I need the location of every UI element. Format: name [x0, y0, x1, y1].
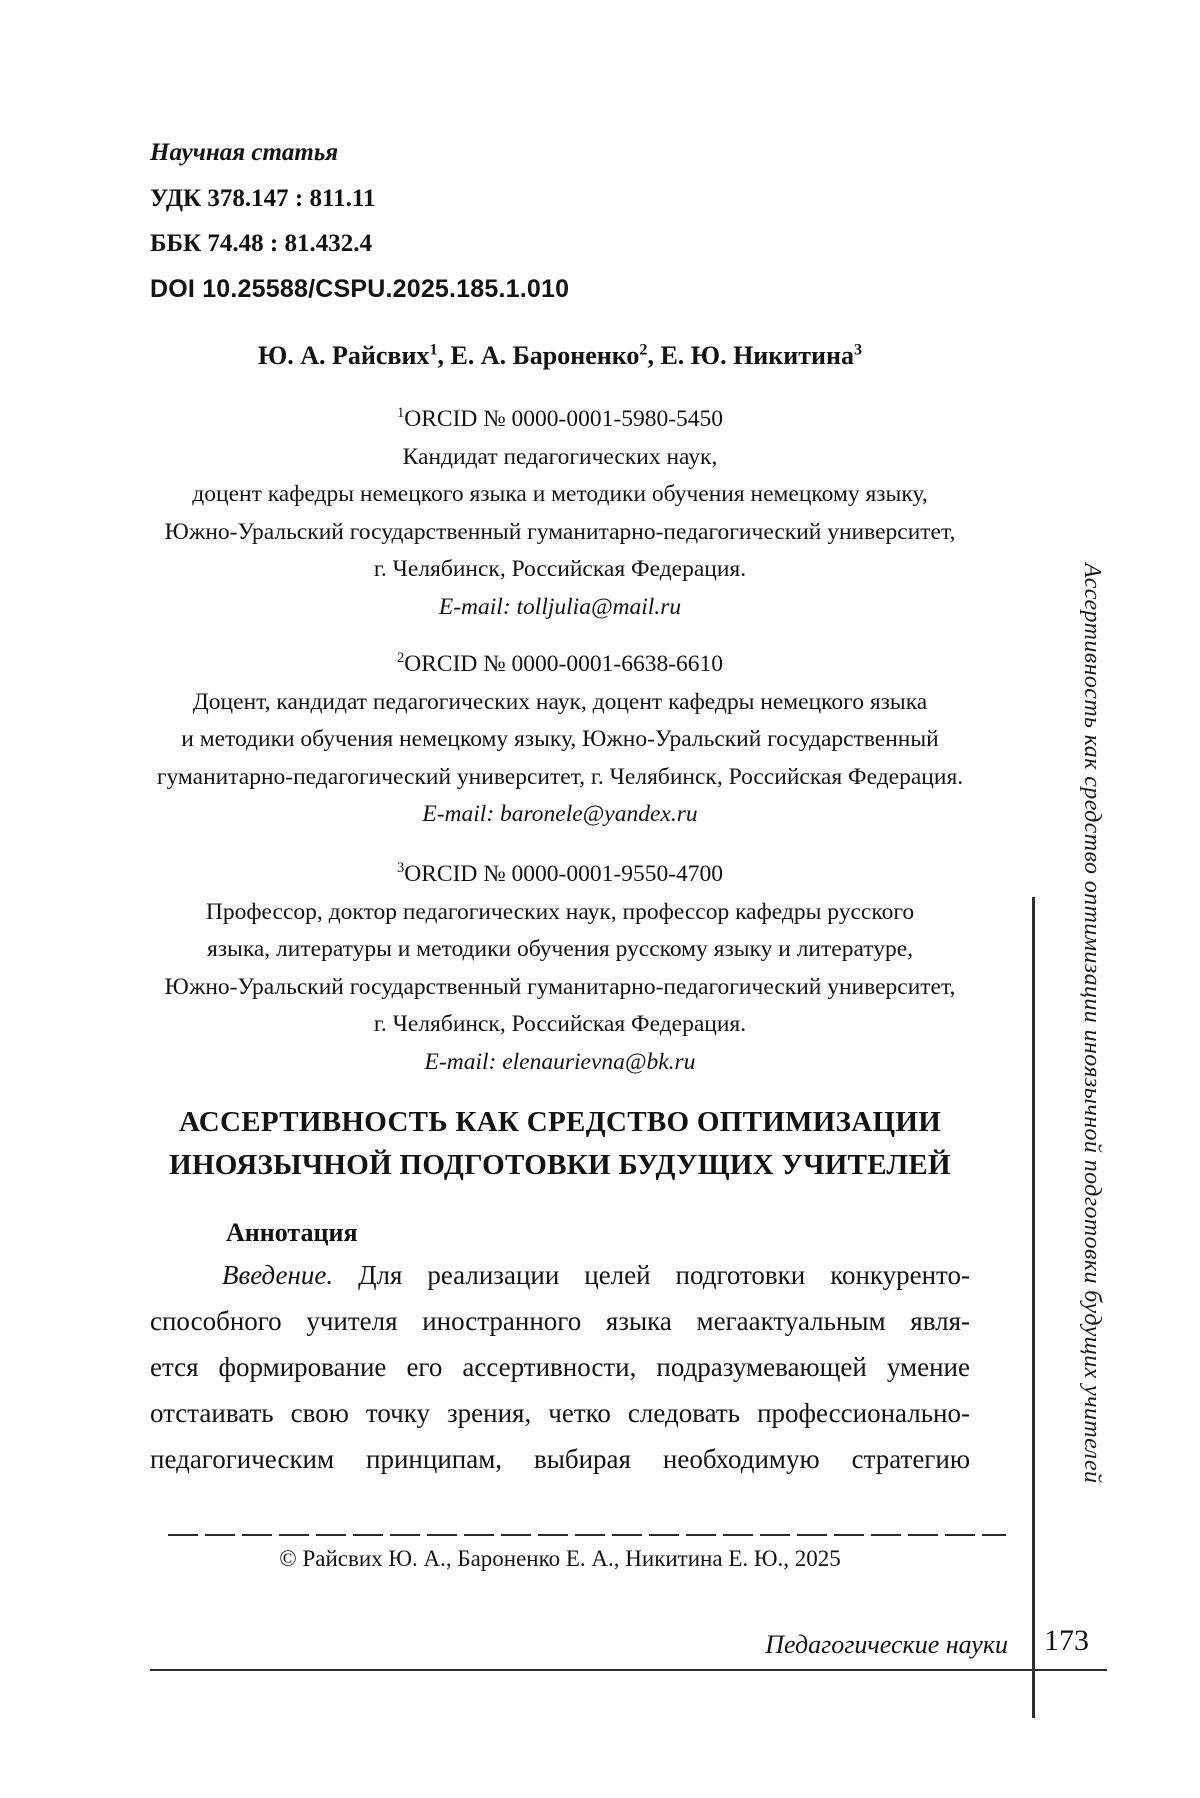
orcid-number: ORCID № 0000-0001-5980-5450 [404, 406, 724, 432]
affiliation-line: г. Челябинск, Российская Федерация. [373, 556, 747, 583]
article-type-label: Научная статья [150, 139, 339, 166]
orcid-line [150, 401, 970, 439]
email-line: E-mail: tolljulia@mail.ru [438, 593, 682, 620]
intro-lead: Введение. [222, 1260, 334, 1290]
author-superscript: 1 [429, 341, 438, 359]
paragraph-line: способного учителя иностранного языка мегаактуальным явля- [150, 1306, 970, 1336]
affiliation-line: гуманитарно-педагогический университет, г. Челябинск, Российская Федерация. [156, 763, 964, 790]
author-name: , Е. Ю. Никитина [647, 341, 854, 370]
author-superscript: 2 [639, 341, 648, 359]
email-line: E-mail: elenaurievna@bk.ru [424, 1048, 696, 1075]
article-title [150, 1101, 970, 1187]
email-line: E-mail: baronele@yandex.ru [422, 801, 698, 828]
affiliation-block-3 [150, 856, 970, 1082]
affiliation-block-1 [150, 401, 970, 627]
udc-code: УДК 378.147 : 811.11 [150, 184, 376, 212]
orcid-superscript: 3 [396, 860, 405, 877]
bbk-code: ББК 74.48 : 81.432.4 [150, 230, 373, 257]
affiliation-line: Доцент, кандидат педагогических наук, доцент кафедры немецкого языка [192, 688, 928, 715]
copyright-separator [168, 1534, 1006, 1536]
author-superscript: 3 [853, 341, 863, 359]
abstract-paragraph [150, 1252, 970, 1482]
margin-vertical-rule [1032, 897, 1035, 1718]
article-title-line: АССЕРТИВНОСТЬ КАК СРЕДСТВО ОПТИМИЗАЦИИ [178, 1106, 942, 1138]
paragraph-text: Для реализации целей подготовки конкуренто- [333, 1260, 970, 1290]
affiliation-line: Южно-Уральский государственный гуманитарно-педагогический университет, [164, 518, 956, 545]
paragraph-line [150, 1252, 970, 1298]
doi-code: DOI 10.25588/CSPU.2025.185.1.010 [150, 274, 570, 303]
footer-section-label: Педагогические науки [765, 1630, 1008, 1659]
abstract-heading: Аннотация [226, 1218, 358, 1247]
paragraph-line: ется формирование его ассертивности, подразумевающей умение [150, 1352, 970, 1382]
paragraph-line: педагогическим принципам, выбирая необходимую стратегию [150, 1444, 970, 1474]
orcid-number: ORCID № 0000-0001-9550-4700 [404, 861, 724, 887]
orcid-superscript: 1 [396, 405, 405, 422]
article-title-line: ИНОЯЗЫЧНОЙ ПОДГОТОВКИ БУДУЩИХ УЧИТЕЛЕЙ [169, 1149, 951, 1181]
affiliation-block-2 [150, 646, 970, 834]
running-title: Ассертивность как средство оптимизации иноязычной подготовки будущих учителей [1079, 563, 1105, 1484]
copyright-line: © Райсвих Ю. А., Бароненко Е. А., Никитина Е. Ю., 2025 [279, 1546, 841, 1571]
affiliation-line: г. Челябинск, Российская Федерация. [373, 1011, 747, 1038]
authors-line [150, 339, 970, 373]
article-header [150, 130, 970, 312]
page-number: 173 [1044, 1624, 1089, 1657]
orcid-line [150, 646, 970, 684]
orcid-number: ORCID № 0000-0001-6638-6610 [404, 651, 724, 677]
affiliation-line: Кандидат педагогических наук, [402, 443, 718, 470]
affiliation-line: языка, литературы и методики обучения русскому языку и литературе, [206, 936, 914, 963]
author-name: Ю. А. Райсвих [257, 341, 430, 370]
orcid-line [150, 856, 970, 894]
affiliation-line: и методики обучения немецкому языку, Южно-Уральский государственный [181, 726, 939, 753]
paragraph-line: отстаивать свою точку зрения, четко следовать профессионально- [150, 1398, 970, 1428]
affiliation-line: Профессор, доктор педагогических наук, профессор кафедры русского [205, 898, 915, 925]
author-name: , Е. А. Бароненко [437, 341, 640, 370]
affiliation-line: Южно-Уральский государственный гуманитарно-педагогический университет, [164, 973, 956, 1000]
affiliation-line: доцент кафедры немецкого языка и методики обучения немецкому языку, [192, 481, 928, 508]
orcid-superscript: 2 [396, 650, 405, 667]
footer-divider [150, 1669, 1107, 1671]
